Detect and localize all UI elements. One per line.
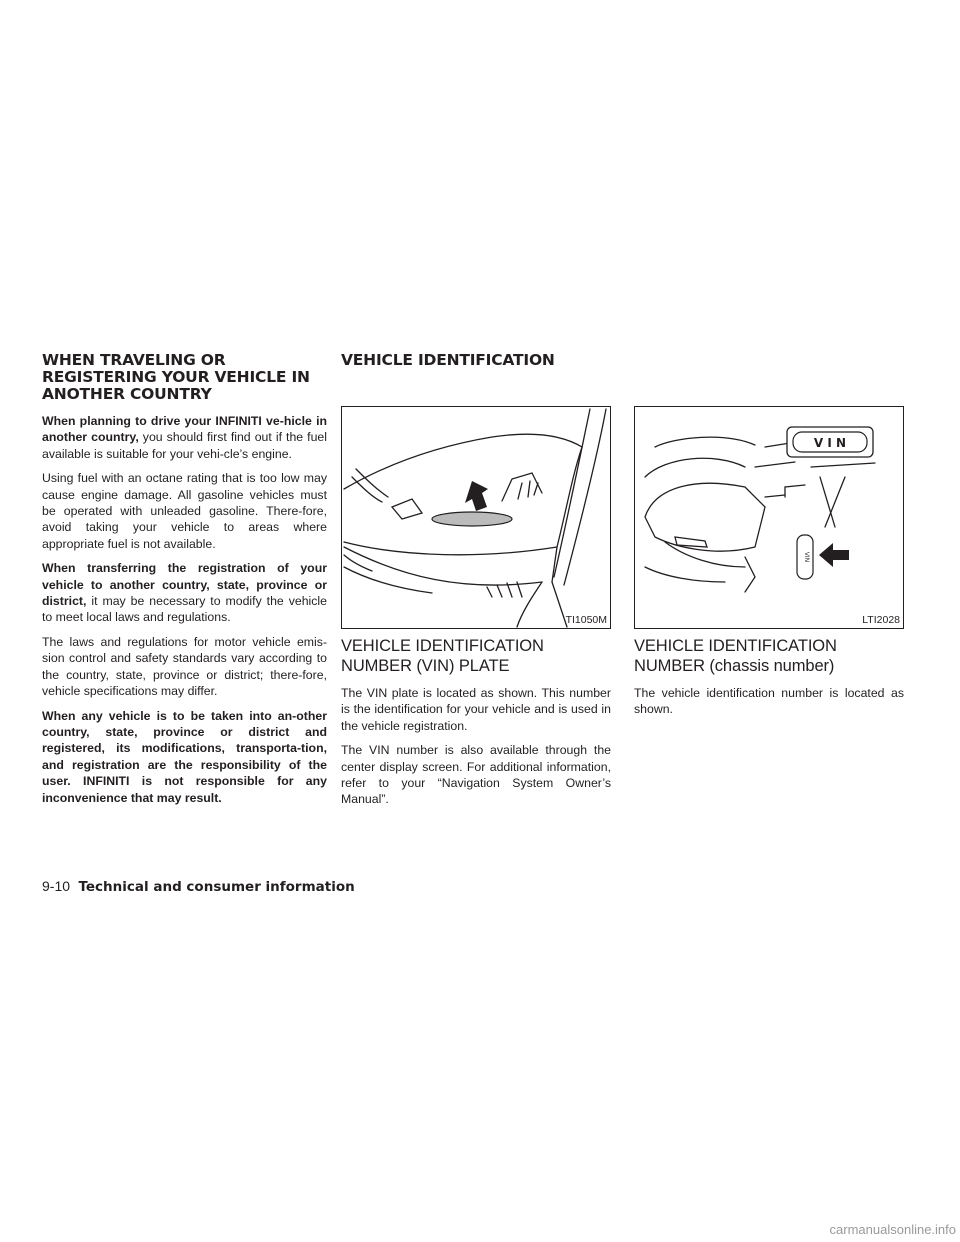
paragraph-transferring-rest: it may be necessary to modify the vehicle to meet local laws and regulations. — [42, 594, 327, 625]
paragraph-chassis-number: The vehicle identification number is located as shown. — [634, 686, 904, 717]
figure-chassis-number — [634, 406, 904, 629]
section-heading-traveling: WHEN TRAVELING OR REGISTERING YOUR VEHICLE IN ANOTHER COUNTRY — [42, 351, 310, 403]
arrow-icon — [465, 481, 488, 511]
page-number: 9-10 — [42, 878, 71, 894]
figure-code: TI1050M — [565, 614, 607, 626]
paragraph-responsibility: When any vehicle is to be taken into an-other country, state, province or district and registered, its modifications, transporta-tion, and registration are the responsibility of the user. INFINITI is not responsible for any inconvenience that may result. — [42, 708, 327, 805]
right-column — [634, 636, 904, 726]
paragraph-vin-plate: The VIN plate is located as shown. This number is the identification for your vehicle and is used in the vehicle registration. — [341, 686, 611, 733]
watermark: carmanualsonline.info — [829, 1222, 956, 1237]
paragraph-octane: Using fuel with an octane rating that is too low may cause engine damage. All gasoline vehicles must be operated with unleaded gasoline. There-fore, avoid taking your vehicle to areas where appropriate fuel is not available. — [42, 471, 327, 551]
footer-section-title: Technical and consumer information — [78, 879, 355, 895]
paragraph-planning — [42, 413, 327, 462]
left-column — [42, 352, 327, 814]
figure-vin-plate — [341, 406, 611, 629]
vin-plate-label: V I N — [813, 436, 847, 450]
subheading-chassis-number: VEHICLE IDENTIFICATION NUMBER (chassis number) — [634, 637, 837, 675]
paragraph-laws: The laws and regulations for motor vehicle emis-sion control and safety standards vary according to the country, state, province or district; there-fore, vehicle specifications may differ. — [42, 634, 327, 699]
paragraph-transferring — [42, 560, 327, 626]
middle-column — [341, 636, 611, 816]
dashboard-vin-plate-illustration — [342, 407, 610, 628]
arrow-icon — [819, 543, 849, 567]
chassis-vin-illustration — [635, 407, 903, 628]
vin-tag-label: VIN — [803, 551, 810, 563]
paragraph-planning-bold: When planning to drive your INFINITI ve-hicle in another country, — [42, 414, 327, 445]
paragraph-vin-display: The VIN number is also available through the center display screen. For additional information, refer to your “Navigation System Owner’s Manual”. — [341, 743, 611, 807]
paragraph-planning-rest: you should first find out if the fuel available is suitable for your vehi-cle’s engine. — [42, 430, 327, 461]
page-footer — [42, 878, 355, 896]
vin-plate-hatched — [432, 512, 512, 526]
paragraph-transferring-bold: When transferring the registration of your vehicle to another country, state, province or district, — [42, 561, 327, 609]
section-heading-vehicle-identification: VEHICLE IDENTIFICATION — [341, 351, 555, 369]
subheading-vin-plate: VEHICLE IDENTIFICATION NUMBER (VIN) PLATE — [341, 637, 544, 675]
figure-code: LTI2028 — [862, 614, 900, 626]
